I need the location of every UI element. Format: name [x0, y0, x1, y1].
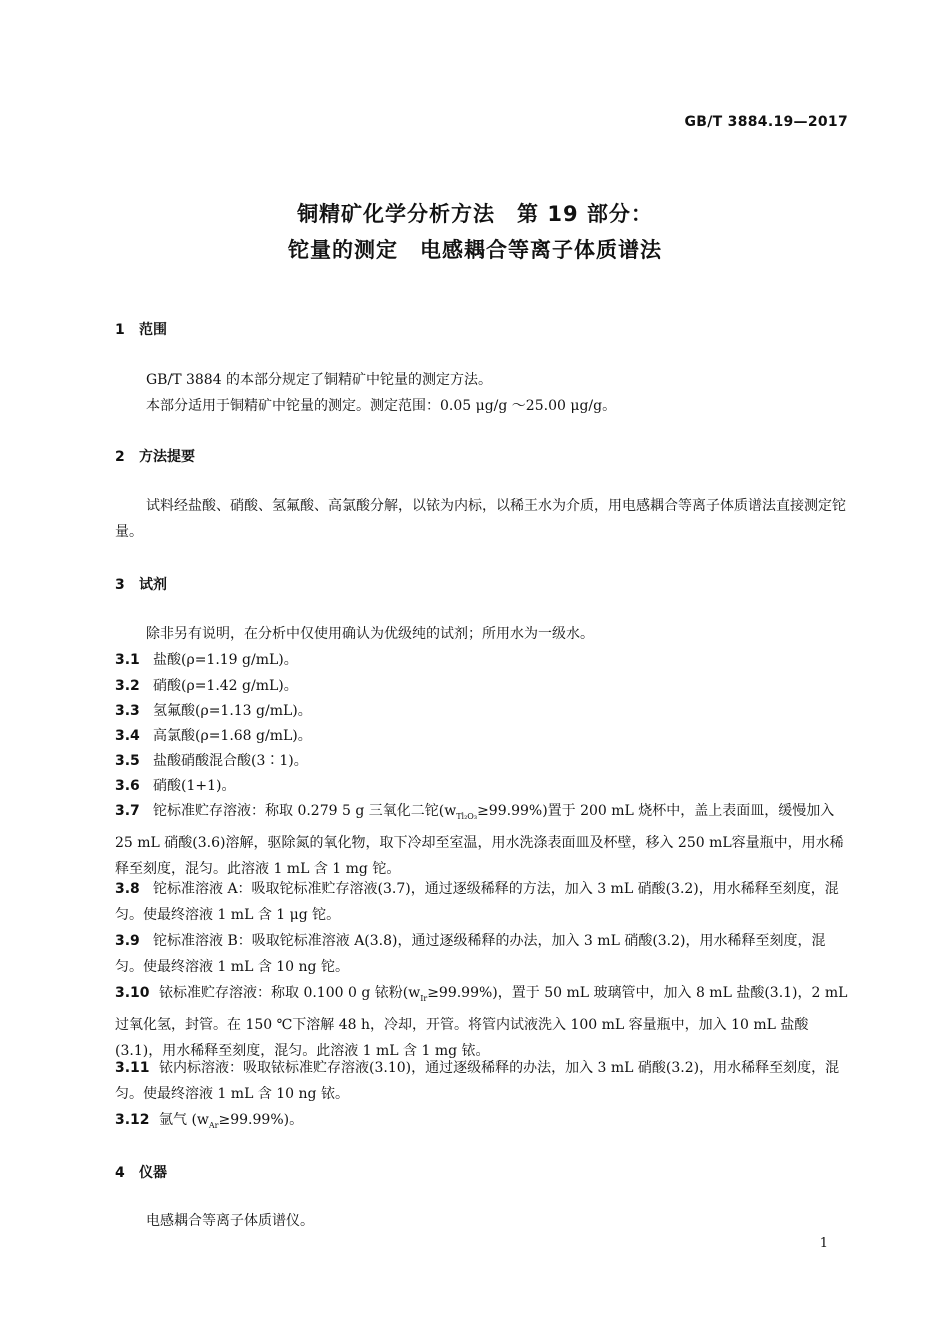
clause-3-7: [115, 798, 849, 882]
page-number: 1: [819, 1236, 828, 1251]
section-title: 方法提要: [139, 449, 195, 465]
paragraph: 本部分适用于铜精矿中铊量的测定。测定范围：0.05 μg/g ～25.00 μg/g。: [146, 398, 617, 414]
clause-number: 3.5: [115, 753, 140, 769]
clause-3-9: [115, 928, 849, 980]
clause-text: 盐酸硝酸混合酸(3∶1)。: [153, 753, 308, 769]
document-title-line-2: 铊量的测定 电感耦合等离子体质谱法: [288, 238, 662, 262]
subscript: Ar: [208, 1120, 219, 1130]
section-number: 4: [115, 1165, 125, 1181]
subscript: Tl₂O₃: [456, 811, 478, 821]
section-number: 3: [115, 577, 125, 593]
clause-text: 铊标准贮存溶液：称取 0.279 5 g 三氧化二铊(w: [153, 803, 457, 819]
clause-3-5: [115, 748, 849, 774]
clause-3-11: [115, 1055, 849, 1107]
clause-number: 3.7: [115, 803, 140, 819]
clause-3-10: [115, 980, 849, 1064]
clause-3-4: [115, 723, 849, 749]
section-heading-scope: [115, 319, 167, 339]
clause-text: ≥99.99%)，置于 50 mL 玻璃管中，加入 8 mL 盐酸(3.1)，2 mL 过氧化氢，封管。在 150 ℃下溶解 48 h，冷却，开管。将管内试液洗入 100 mL 容量瓶中，加入 10 mL 盐酸(3.1)，用水稀释至刻度，混匀。此溶液 1 mL 含 1 mg 铱。: [115, 985, 848, 1059]
clause-text: 硝酸(1+1)。: [153, 778, 236, 794]
section-heading-apparatus: [115, 1162, 167, 1182]
clause-number: 3.2: [115, 678, 140, 694]
section-number: 2: [115, 449, 125, 465]
clause-text: 铱内标溶液：吸取铱标准贮存溶液(3.10)，通过逐级稀释的办法，加入 3 mL 硝酸(3.2)，用水稀释至刻度，混匀。使最终溶液 1 mL 含 10 ng 铱。: [115, 1060, 840, 1102]
clause-3-2: [115, 673, 849, 699]
clause-text: 高氯酸(ρ=1.68 g/mL)。: [153, 728, 312, 744]
section-heading-reagents: [115, 574, 167, 594]
paragraph: 电感耦合等离子体质谱仪。: [146, 1213, 314, 1229]
clause-number: 3.6: [115, 778, 140, 794]
clause-number: 3.10: [115, 985, 150, 1001]
clause-number: 3.9: [115, 933, 140, 949]
subscript: Ir: [420, 993, 428, 1003]
clause-number: 3.11: [115, 1060, 150, 1076]
clause-text: 铱标准贮存溶液：称取 0.100 0 g 铱粉(w: [159, 985, 421, 1001]
clause-number: 3.8: [115, 881, 140, 897]
paragraph: 除非另有说明，在分析中仅使用确认为优级纯的试剂；所用水为一级水。: [146, 626, 594, 642]
clause-3-12: [115, 1107, 849, 1139]
section-title: 试剂: [139, 577, 167, 593]
clause-text: 硝酸(ρ=1.42 g/mL)。: [153, 678, 298, 694]
section-heading-principle: [115, 446, 195, 466]
clause-text: 铊标准溶液 A：吸取铊标准贮存溶液(3.7)，通过逐级稀释的方法，加入 3 mL 硝酸(3.2)，用水稀释至刻度，混匀。使最终溶液 1 mL 含 1 μg 铊。: [115, 881, 839, 923]
clause-text: ≥99.99%)置于 200 mL 烧杯中，盖上表面皿，缓慢加入 25 mL 硝酸(3.6)溶解，驱除氮的氧化物，取下冷却至室温，用水洗涤表面皿及杯壁，移入 250 mL容量瓶中，用水稀释至刻度，混匀。此溶液 1 mL 含 1 mg 铊。: [115, 803, 844, 877]
section-title: 仪器: [139, 1165, 167, 1181]
clause-3-1: [115, 647, 849, 673]
clause-text: 盐酸(ρ=1.19 g/mL)。: [153, 652, 298, 668]
paragraph: 试料经盐酸、硝酸、氢氟酸、高氯酸分解，以铱为内标，以稀王水为介质，用电感耦合等离子体质谱法直接测定铊量。: [115, 498, 846, 540]
clause-number: 3.3: [115, 703, 140, 719]
clause-3-8: [115, 876, 849, 928]
clause-number: 3.12: [115, 1112, 150, 1128]
paragraph: GB/T 3884 的本部分规定了铜精矿中铊量的测定方法。: [146, 372, 493, 388]
document-title-line-1: 铜精矿化学分析方法 第 19 部分：: [297, 202, 653, 226]
clause-text: ≥99.99%)。: [218, 1112, 304, 1128]
clause-3-6: [115, 773, 849, 799]
section-title: 范围: [139, 322, 167, 338]
clause-text: 氢氟酸(ρ=1.13 g/mL)。: [153, 703, 312, 719]
clause-text: 铊标准溶液 B：吸取铊标准溶液 A(3.8)，通过逐级稀释的办法，加入 3 mL 硝酸(3.2)，用水稀释至刻度，混匀。使最终溶液 1 mL 含 10 ng 铊。: [115, 933, 826, 975]
clause-number: 3.1: [115, 652, 140, 668]
clause-3-3: [115, 698, 849, 724]
standard-code: GB/T 3884.19—2017: [684, 114, 848, 130]
clause-text: 氩气 (w: [159, 1112, 209, 1128]
section-number: 1: [115, 322, 125, 338]
clause-number: 3.4: [115, 728, 140, 744]
